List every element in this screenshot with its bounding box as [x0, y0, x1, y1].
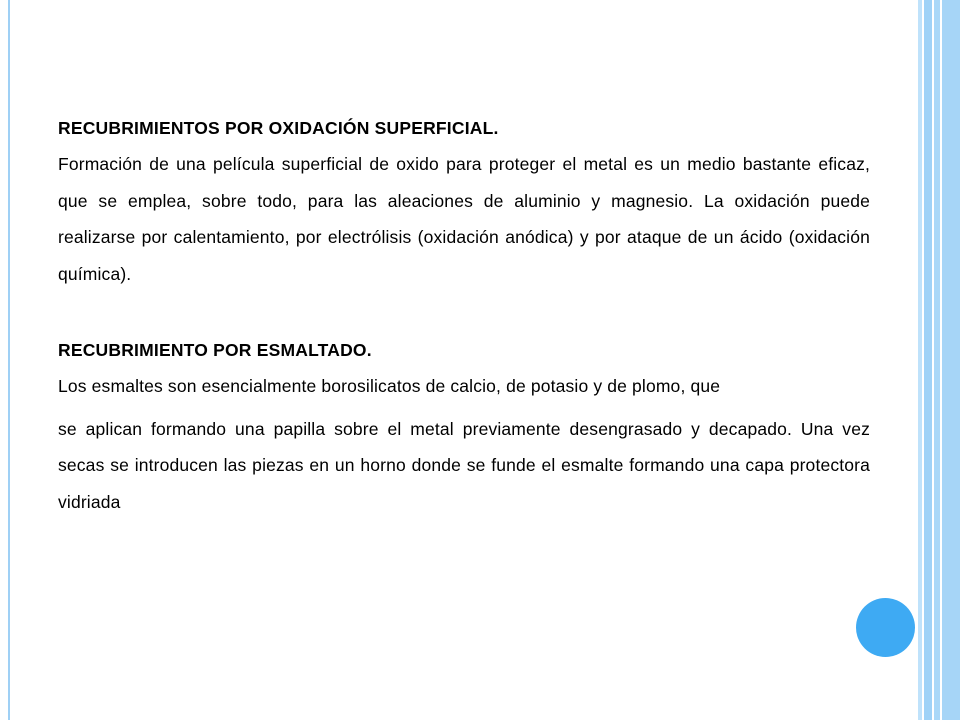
paragraph-enamel-intro: Los esmaltes son esencialmente borosilicatos de calcio, de potasio y de plomo, que [58, 376, 721, 396]
paragraph-enamel-process: se aplican formando una papilla sobre el metal previamente desengrasado y decapado. Una vez secas se introducen las piezas en un horno donde se funde el esmalte formando una capa protectora vidriada [58, 418, 870, 512]
paragraph-oxidation: Formación de una película superficial de oxido para proteger el metal es un medio bastante eficaz, que se emplea, sobre todo, para las aleaciones de aluminio y magnesio. La oxidación puede realizarse por calentamiento, por electrólisis (oxidación anódica) y por ataque de un ácido (oxidación química). [58, 154, 870, 284]
slide-body [58, 110, 870, 520]
decorative-circle [856, 598, 915, 657]
band-stripe [924, 0, 932, 720]
band-stripe [942, 0, 960, 720]
left-border-line [8, 0, 10, 720]
section-heading-enamel: RECUBRIMIENTO POR ESMALTADO. [58, 340, 372, 360]
section-heading-oxidation: RECUBRIMIENTOS POR OXIDACIÓN SUPERFICIAL. [58, 118, 499, 138]
spacer [58, 292, 870, 332]
